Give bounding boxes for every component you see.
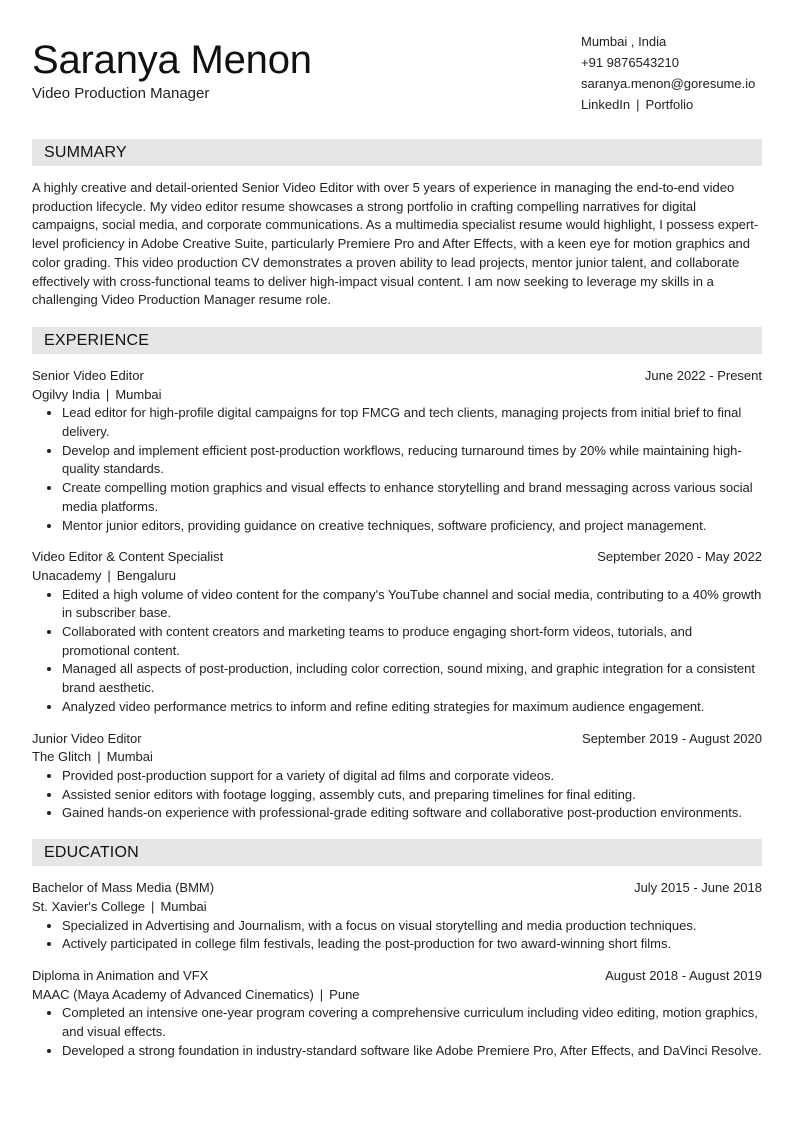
experience-entry (32, 730, 762, 824)
institution-name: St. Xavier's College (32, 898, 146, 914)
bullet-item: • Actively participated in college film festivals, leading the post-production for two award-winning short films. (62, 935, 762, 954)
degree-dates: August 2018 - August 2019 (605, 967, 762, 983)
portfolio-link[interactable]: Portfolio (645, 97, 694, 112)
org-separator: | (319, 986, 324, 1002)
org-separator: | (105, 386, 110, 402)
org-separator: | (107, 567, 111, 583)
contact-email[interactable]: saranya.menon@goresume.io (581, 76, 756, 91)
entry-organization (32, 986, 762, 1005)
bullet-item: • Analyzed video performance metrics to inform and refine editing strategies for maximum audience engagement. (62, 698, 762, 717)
bullet-item: • Managed all aspects of post-production, including color correction, sound mixing, and graphic integration for a consistent brand aesthetic. (62, 660, 762, 697)
bullet-item: • Collaborated with content creators and marketing teams to produce engaging short-form videos, tutorials, and promotional content. (62, 623, 762, 660)
contact-phone: +91 9876543210 (581, 55, 679, 70)
education-section (32, 839, 762, 1060)
entry-heading (32, 730, 762, 749)
company-location: Mumbai (106, 749, 153, 765)
bullet-item: • Lead editor for high-profile digital campaigns for top FMCG and tech clients, managing projects from initial brief to final delivery. (62, 404, 762, 441)
experience-entry (32, 367, 762, 535)
degree-title: Bachelor of Mass Media (BMM) (32, 880, 215, 896)
job-title: Video Editor & Content Specialist (32, 549, 224, 565)
section-title-education: EDUCATION (32, 839, 762, 866)
experience-section (32, 327, 762, 823)
company-name: Unacademy (32, 567, 102, 583)
institution-location: Pune (329, 986, 360, 1002)
bullet-item: • Create compelling motion graphics and visual effects to enhance storytelling and brand messaging across various social media platforms. (62, 479, 762, 516)
bullet-item: • Assisted senior editors with footage logging, assembly cuts, and preparing timelines for final editing. (62, 786, 762, 805)
institution-location: Mumbai (160, 898, 207, 914)
entry-heading (32, 548, 762, 567)
job-title: Junior Video Editor (32, 730, 142, 746)
candidate-name: Saranya Menon (32, 38, 312, 82)
entry-heading (32, 879, 762, 898)
bullet-item: • Mentor junior editors, providing guidance on creative techniques, software proficiency, and project management. (62, 517, 762, 536)
entry-organization (32, 898, 762, 917)
bullet-item: • Specialized in Advertising and Journalism, with a focus on visual storytelling and media production techniques. (62, 917, 762, 936)
section-title-summary: SUMMARY (32, 139, 762, 166)
entry-organization (32, 386, 762, 405)
education-entry (32, 967, 762, 1061)
bullet-item: • Completed an intensive one-year program covering a comprehensive curriculum including video editing, motion graphics, and visual effects. (62, 1004, 762, 1041)
summary-text: A highly creative and detail-oriented Senior Video Editor with over 5 years of experience in managing the end-to-end video production lifecycle. My video editor resume showcases a strong portfolio in crafting compelling narratives for digital campaigns, social media, and corporate communications. As a multimedia specialist resume would highlight, I possess expert-level proficiency in Adobe Creative Suite, particularly Premiere Pro and After Effects, with a keen eye for motion graphics and color grading. This video production CV demonstrates a proven ability to lead projects, mentor junior talent, and collaborate effectively with cross-functional teams to deliver high-impact visual content. I am now seeking to leverage my skills in a challenging Video Production Manager resume role. (32, 180, 759, 308)
bullet-item: • Edited a high volume of video content for the company's YouTube channel and social media, contributing to a 40% growth in subscriber base. (62, 586, 762, 623)
company-location: Mumbai (115, 386, 162, 402)
job-title: Senior Video Editor (32, 367, 144, 383)
bullet-list (32, 586, 762, 717)
candidate-role: Video Production Manager (32, 85, 210, 102)
bullet-list (32, 404, 762, 535)
linkedin-link[interactable]: LinkedIn (581, 97, 631, 112)
bullet-item: • Develop and implement efficient post-production workflows, reducing turnaround times by 20% while maintaining high-quality standards. (62, 442, 762, 479)
resume-header (32, 0, 762, 128)
entry-organization (32, 567, 762, 586)
contact-location: Mumbai , India (581, 34, 667, 49)
degree-dates: July 2015 - June 2018 (634, 880, 762, 896)
degree-title: Diploma in Animation and VFX (32, 967, 209, 983)
job-dates: September 2020 - May 2022 (597, 549, 762, 565)
bullet-list (32, 1004, 762, 1060)
org-separator: | (151, 898, 155, 914)
company-name: The Glitch (32, 749, 92, 765)
job-dates: September 2019 - August 2020 (582, 730, 762, 746)
contact-links (581, 94, 771, 115)
entry-organization (32, 748, 762, 767)
link-separator: | (636, 97, 640, 112)
entry-heading (32, 967, 762, 986)
resume-page (32, 0, 762, 1060)
org-separator: | (97, 749, 101, 765)
education-entry (32, 879, 762, 954)
bullet-item: • Provided post-production support for a variety of digital ad films and corporate videos. (62, 767, 762, 786)
bullet-list (32, 917, 762, 954)
bullet-item: • Gained hands-on experience with professional-grade editing software and collaborative post-production environments. (62, 804, 762, 823)
bullet-list (32, 767, 762, 823)
section-title-experience: EXPERIENCE (32, 327, 762, 354)
bullet-item: • Developed a strong foundation in industry-standard software like Adobe Premiere Pro, After Effects, and DaVinci Resolve. (62, 1042, 762, 1061)
company-name: Ogilvy India (32, 386, 100, 402)
entry-heading (32, 367, 762, 386)
job-dates: June 2022 - Present (644, 367, 762, 383)
company-location: Bengaluru (116, 567, 177, 583)
experience-entry (32, 548, 762, 716)
contact-block (581, 31, 771, 115)
institution-name: MAAC (Maya Academy of Advanced Cinematics) (32, 986, 314, 1002)
summary-section (32, 139, 762, 310)
